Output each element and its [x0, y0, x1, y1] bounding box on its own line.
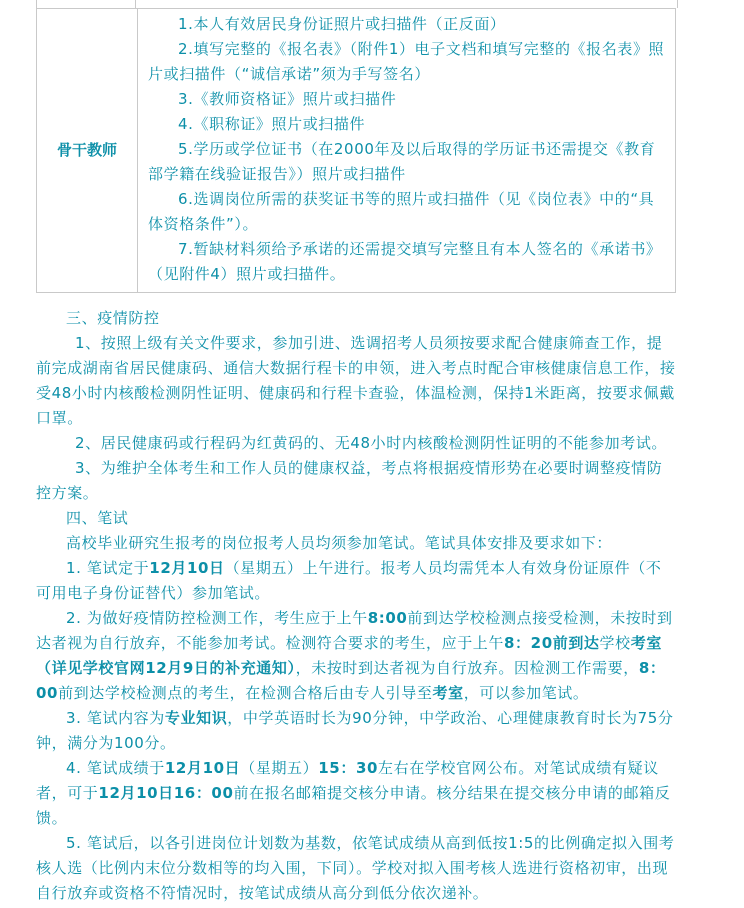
- exam-item-1: 1. 笔试定于12月10日（星期五）上午进行。报考人员均需凭本人有效身份证原件（不可用电子身份证替代）参加笔试。: [36, 559, 662, 602]
- exam-item-2: 2. 为做好疫情防控检测工作，考生应于上午8:00前到达学校检测点接受检测，未按时到达者视为自行放弃，不能参加考试。检测符合要求的考生，应于上午8：20前到达学校考室（详见学校官网12月9日的补充通知），未按时到达者视为自行放弃。因检测工作需要，8：00前到达学校检测点的考生，在检测合格后由专人引导至考室，可以参加笔试。: [36, 609, 673, 702]
- table-top-border: [36, 0, 678, 8]
- paragraph: 2、居民健康码或行程码为红黄码的、无48小时内核酸检测阴性证明的不能参加考试。: [75, 434, 668, 452]
- role-cell: 骨干教师: [37, 9, 138, 293]
- paragraph: 高校毕业研究生报考的岗位报考人员均须参加笔试。笔试具体安排及要求如下：: [66, 534, 613, 552]
- material-item: 7.暂缺材料须给予承诺的还需提交填写完整且有本人签名的《承诺书》（见附件4）照片或扫描件。: [148, 240, 662, 283]
- materials-cell: [138, 9, 676, 293]
- material-item: 1.本人有效居民身份证照片或扫描件（正反面）: [178, 15, 506, 33]
- section-heading: 三、疫情防控: [66, 309, 160, 327]
- section-heading: 四、笔试: [66, 509, 129, 527]
- requirements-table: [36, 8, 676, 293]
- table-row: [37, 9, 676, 293]
- material-item: 6.选调岗位所需的获奖证书等的照片或扫描件（见《岗位表》中的“具体资格条件”）。: [148, 190, 655, 233]
- article-body: [36, 306, 676, 906]
- material-item: 5.学历或学位证书（在2000年及以后取得的学历证书还需提交《教育部学籍在线验证报告》）照片或扫描件: [148, 140, 656, 183]
- exam-item-4: 4. 笔试成绩于12月10日（星期五）15：30左右在学校官网公布。对笔试成绩有疑议者，可于12月10日16：00前在报名邮箱提交核分申请。核分结果在提交核分申请的邮箱反馈。: [36, 759, 671, 827]
- material-item: 2.填写完整的《报名表》（附件1）电子文档和填写完整的《报名表》照片或扫描件（“诚信承诺”须为手写签名）: [148, 40, 665, 83]
- material-item: 3.《教师资格证》照片或扫描件: [178, 90, 397, 108]
- paragraph: 3、为维护全体考生和工作人员的健康权益，考点将根据疫情形势在必要时调整疫情防控方案。: [36, 459, 663, 502]
- exam-item-5: 5. 笔试后，以各引进岗位计划数为基数，依笔试成绩从高到低按1:5的比例确定拟入围考核人选（比例内末位分数相等的均入围，下同）。学校对拟入围考核人选进行资格初审，出现自行放弃或资格不符情况时，按笔试成绩从高分到低分依次递补。: [36, 834, 675, 902]
- paragraph: 1、按照上级有关文件要求，参加引进、选调招考人员须按要求配合健康筛查工作，提前完成湖南省居民健康码、通信大数据行程卡的申领，进入考点时配合审核健康信息工作，接受48小时内核酸检测阴性证明、健康码和行程卡查验，体温检测，保持1米距离，按要求佩戴口罩。: [36, 334, 676, 427]
- material-item: 4.《职称证》照片或扫描件: [178, 115, 366, 133]
- exam-item-3: 3. 笔试内容为专业知识，中学英语时长为90分钟，中学政治、心理健康教育时长为75分钟，满分为100分。: [36, 709, 674, 752]
